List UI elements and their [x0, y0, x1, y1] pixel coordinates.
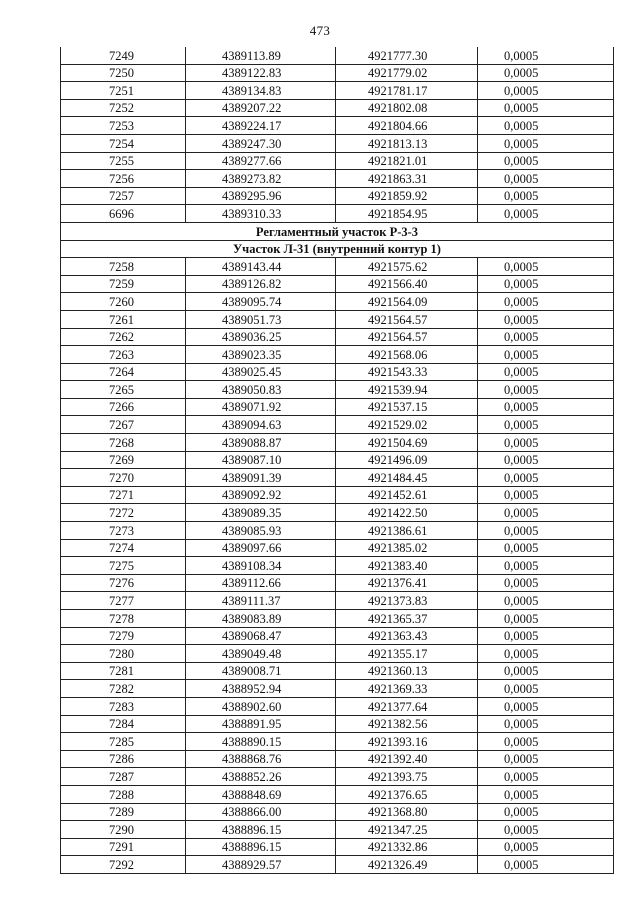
value-cell: 0,0005 — [478, 275, 614, 293]
y-coordinate-cell: 4921368.80 — [336, 803, 478, 821]
x-coordinate-cell: 4389091.39 — [186, 469, 336, 487]
x-coordinate-cell: 4389247.30 — [186, 134, 336, 152]
point-number-cell: 7292 — [61, 856, 186, 874]
y-coordinate-cell: 4921355.17 — [336, 645, 478, 663]
y-coordinate-cell: 4921543.33 — [336, 363, 478, 381]
value-cell: 0,0005 — [478, 398, 614, 416]
y-coordinate-cell: 4921377.64 — [336, 697, 478, 715]
point-number-cell: 7280 — [61, 645, 186, 663]
point-number-cell: 7285 — [61, 733, 186, 751]
value-cell: 0,0005 — [478, 134, 614, 152]
value-cell: 0,0005 — [478, 381, 614, 399]
y-coordinate-cell: 4921382.56 — [336, 715, 478, 733]
x-coordinate-cell: 4388868.76 — [186, 750, 336, 768]
value-cell: 0,0005 — [478, 574, 614, 592]
y-coordinate-cell: 4921392.40 — [336, 750, 478, 768]
value-cell: 0,0005 — [478, 416, 614, 434]
value-cell: 0,0005 — [478, 715, 614, 733]
coordinates-table-body — [61, 47, 614, 873]
subsection-heading: Участок Л-31 (внутренний контур 1) — [61, 240, 614, 258]
x-coordinate-cell: 4389095.74 — [186, 293, 336, 311]
x-coordinate-cell: 4388896.15 — [186, 821, 336, 839]
table-row — [61, 750, 614, 768]
y-coordinate-cell: 4921360.13 — [336, 662, 478, 680]
point-number-cell: 7288 — [61, 785, 186, 803]
table-row — [61, 275, 614, 293]
point-number-cell: 7277 — [61, 592, 186, 610]
table-row — [61, 117, 614, 135]
point-number-cell: 7251 — [61, 82, 186, 100]
table-row — [61, 205, 614, 223]
y-coordinate-cell: 4921376.65 — [336, 785, 478, 803]
value-cell: 0,0005 — [478, 293, 614, 311]
y-coordinate-cell: 4921484.45 — [336, 469, 478, 487]
x-coordinate-cell: 4389051.73 — [186, 310, 336, 328]
value-cell: 0,0005 — [478, 363, 614, 381]
point-number-cell: 7264 — [61, 363, 186, 381]
y-coordinate-cell: 4921422.50 — [336, 504, 478, 522]
coordinates-table — [60, 47, 614, 874]
value-cell: 0,0005 — [478, 170, 614, 188]
value-cell: 0,0005 — [478, 47, 614, 64]
point-number-cell: 7290 — [61, 821, 186, 839]
x-coordinate-cell: 4389122.83 — [186, 64, 336, 82]
table-row — [61, 64, 614, 82]
point-number-cell: 7284 — [61, 715, 186, 733]
value-cell: 0,0005 — [478, 187, 614, 205]
value-cell: 0,0005 — [478, 486, 614, 504]
page-number: 473 — [309, 23, 331, 38]
x-coordinate-cell: 4389068.47 — [186, 627, 336, 645]
value-cell: 0,0005 — [478, 838, 614, 856]
table-row — [61, 645, 614, 663]
point-number-cell: 7274 — [61, 539, 186, 557]
point-number-cell: 7250 — [61, 64, 186, 82]
table-row — [61, 310, 614, 328]
table-row — [61, 134, 614, 152]
y-coordinate-cell: 4921393.16 — [336, 733, 478, 751]
y-coordinate-cell: 4921529.02 — [336, 416, 478, 434]
point-number-cell: 7289 — [61, 803, 186, 821]
x-coordinate-cell: 4389207.22 — [186, 99, 336, 117]
value-cell: 0,0005 — [478, 680, 614, 698]
y-coordinate-cell: 4921539.94 — [336, 381, 478, 399]
x-coordinate-cell: 4389083.89 — [186, 610, 336, 628]
point-number-cell: 7253 — [61, 117, 186, 135]
value-cell: 0,0005 — [478, 592, 614, 610]
value-cell: 0,0005 — [478, 750, 614, 768]
value-cell: 0,0005 — [478, 99, 614, 117]
y-coordinate-cell: 4921564.57 — [336, 328, 478, 346]
table-row — [61, 152, 614, 170]
value-cell: 0,0005 — [478, 821, 614, 839]
x-coordinate-cell: 4388891.95 — [186, 715, 336, 733]
y-coordinate-cell: 4921779.02 — [336, 64, 478, 82]
table-row — [61, 82, 614, 100]
table-row — [61, 328, 614, 346]
table-row — [61, 539, 614, 557]
x-coordinate-cell: 4389050.83 — [186, 381, 336, 399]
table-row — [61, 434, 614, 452]
table-row — [61, 99, 614, 117]
x-coordinate-cell: 4389143.44 — [186, 258, 336, 276]
point-number-cell: 7268 — [61, 434, 186, 452]
table-row — [61, 803, 614, 821]
y-coordinate-cell: 4921365.37 — [336, 610, 478, 628]
y-coordinate-cell: 4921568.06 — [336, 346, 478, 364]
x-coordinate-cell: 4388866.00 — [186, 803, 336, 821]
x-coordinate-cell: 4389087.10 — [186, 451, 336, 469]
value-cell: 0,0005 — [478, 82, 614, 100]
value-cell: 0,0005 — [478, 697, 614, 715]
y-coordinate-cell: 4921564.57 — [336, 310, 478, 328]
point-number-cell: 7276 — [61, 574, 186, 592]
x-coordinate-cell: 4389273.82 — [186, 170, 336, 188]
table-row — [61, 504, 614, 522]
x-coordinate-cell: 4389111.37 — [186, 592, 336, 610]
point-number-cell: 7266 — [61, 398, 186, 416]
x-coordinate-cell: 4388952.94 — [186, 680, 336, 698]
table-row — [61, 680, 614, 698]
table-row — [61, 416, 614, 434]
table-row — [61, 592, 614, 610]
value-cell: 0,0005 — [478, 328, 614, 346]
point-number-cell: 7283 — [61, 697, 186, 715]
table-row — [61, 398, 614, 416]
x-coordinate-cell: 4389097.66 — [186, 539, 336, 557]
point-number-cell: 7260 — [61, 293, 186, 311]
table-row — [61, 293, 614, 311]
point-number-cell: 7259 — [61, 275, 186, 293]
coordinates-table-wrap — [60, 47, 613, 874]
y-coordinate-cell: 4921386.61 — [336, 522, 478, 540]
y-coordinate-cell: 4921452.61 — [336, 486, 478, 504]
x-coordinate-cell: 4388902.60 — [186, 697, 336, 715]
y-coordinate-cell: 4921537.15 — [336, 398, 478, 416]
y-coordinate-cell: 4921863.31 — [336, 170, 478, 188]
table-row — [61, 522, 614, 540]
value-cell: 0,0005 — [478, 117, 614, 135]
point-number-cell: 7286 — [61, 750, 186, 768]
value-cell: 0,0005 — [478, 856, 614, 874]
value-cell: 0,0005 — [478, 627, 614, 645]
y-coordinate-cell: 4921859.92 — [336, 187, 478, 205]
y-coordinate-cell: 4921496.09 — [336, 451, 478, 469]
x-coordinate-cell: 4389036.25 — [186, 328, 336, 346]
point-number-cell: 7270 — [61, 469, 186, 487]
point-number-cell: 7263 — [61, 346, 186, 364]
point-number-cell: 6696 — [61, 205, 186, 223]
point-number-cell: 7254 — [61, 134, 186, 152]
y-coordinate-cell: 4921777.30 — [336, 47, 478, 64]
x-coordinate-cell: 4389071.92 — [186, 398, 336, 416]
x-coordinate-cell: 4389092.92 — [186, 486, 336, 504]
section-heading-row — [61, 222, 614, 240]
y-coordinate-cell: 4921781.17 — [336, 82, 478, 100]
value-cell: 0,0005 — [478, 152, 614, 170]
table-row — [61, 715, 614, 733]
table-row — [61, 170, 614, 188]
table-row — [61, 768, 614, 786]
point-number-cell: 7269 — [61, 451, 186, 469]
x-coordinate-cell: 4389310.33 — [186, 205, 336, 223]
y-coordinate-cell: 4921813.13 — [336, 134, 478, 152]
table-row — [61, 469, 614, 487]
point-number-cell: 7252 — [61, 99, 186, 117]
table-row — [61, 346, 614, 364]
x-coordinate-cell: 4389113.89 — [186, 47, 336, 64]
value-cell: 0,0005 — [478, 504, 614, 522]
x-coordinate-cell: 4389295.96 — [186, 187, 336, 205]
y-coordinate-cell: 4921566.40 — [336, 275, 478, 293]
value-cell: 0,0005 — [478, 645, 614, 663]
point-number-cell: 7271 — [61, 486, 186, 504]
y-coordinate-cell: 4921575.62 — [336, 258, 478, 276]
y-coordinate-cell: 4921504.69 — [336, 434, 478, 452]
point-number-cell: 7281 — [61, 662, 186, 680]
point-number-cell: 7256 — [61, 170, 186, 188]
point-number-cell: 7291 — [61, 838, 186, 856]
x-coordinate-cell: 4389085.93 — [186, 522, 336, 540]
point-number-cell: 7275 — [61, 557, 186, 575]
table-row — [61, 627, 614, 645]
y-coordinate-cell: 4921385.02 — [336, 539, 478, 557]
value-cell: 0,0005 — [478, 64, 614, 82]
y-coordinate-cell: 4921363.43 — [336, 627, 478, 645]
y-coordinate-cell: 4921854.95 — [336, 205, 478, 223]
value-cell: 0,0005 — [478, 539, 614, 557]
value-cell: 0,0005 — [478, 346, 614, 364]
point-number-cell: 7258 — [61, 258, 186, 276]
table-row — [61, 838, 614, 856]
value-cell: 0,0005 — [478, 662, 614, 680]
x-coordinate-cell: 4388890.15 — [186, 733, 336, 751]
value-cell: 0,0005 — [478, 768, 614, 786]
table-row — [61, 574, 614, 592]
point-number-cell: 7262 — [61, 328, 186, 346]
x-coordinate-cell: 4389094.63 — [186, 416, 336, 434]
y-coordinate-cell: 4921369.33 — [336, 680, 478, 698]
x-coordinate-cell: 4388929.57 — [186, 856, 336, 874]
point-number-cell: 7255 — [61, 152, 186, 170]
point-number-cell: 7278 — [61, 610, 186, 628]
table-row — [61, 697, 614, 715]
x-coordinate-cell: 4389088.87 — [186, 434, 336, 452]
x-coordinate-cell: 4388852.26 — [186, 768, 336, 786]
point-number-cell: 7287 — [61, 768, 186, 786]
table-row — [61, 733, 614, 751]
value-cell: 0,0005 — [478, 205, 614, 223]
x-coordinate-cell: 4389126.82 — [186, 275, 336, 293]
table-row — [61, 363, 614, 381]
x-coordinate-cell: 4389089.35 — [186, 504, 336, 522]
table-row — [61, 451, 614, 469]
value-cell: 0,0005 — [478, 557, 614, 575]
y-coordinate-cell: 4921802.08 — [336, 99, 478, 117]
value-cell: 0,0005 — [478, 522, 614, 540]
y-coordinate-cell: 4921804.66 — [336, 117, 478, 135]
point-number-cell: 7273 — [61, 522, 186, 540]
value-cell: 0,0005 — [478, 610, 614, 628]
value-cell: 0,0005 — [478, 310, 614, 328]
x-coordinate-cell: 4389224.17 — [186, 117, 336, 135]
point-number-cell: 7282 — [61, 680, 186, 698]
value-cell: 0,0005 — [478, 451, 614, 469]
x-coordinate-cell: 4388896.15 — [186, 838, 336, 856]
table-row — [61, 486, 614, 504]
table-row — [61, 785, 614, 803]
x-coordinate-cell: 4388848.69 — [186, 785, 336, 803]
table-row — [61, 258, 614, 276]
subsection-heading-row — [61, 240, 614, 258]
point-number-cell: 7267 — [61, 416, 186, 434]
y-coordinate-cell: 4921332.86 — [336, 838, 478, 856]
x-coordinate-cell: 4389277.66 — [186, 152, 336, 170]
table-row — [61, 856, 614, 874]
y-coordinate-cell: 4921376.41 — [336, 574, 478, 592]
y-coordinate-cell: 4921821.01 — [336, 152, 478, 170]
x-coordinate-cell: 4389049.48 — [186, 645, 336, 663]
point-number-cell: 7279 — [61, 627, 186, 645]
point-number-cell: 7261 — [61, 310, 186, 328]
value-cell: 0,0005 — [478, 785, 614, 803]
x-coordinate-cell: 4389025.45 — [186, 363, 336, 381]
table-row — [61, 662, 614, 680]
table-row — [61, 610, 614, 628]
point-number-cell: 7265 — [61, 381, 186, 399]
point-number-cell: 7257 — [61, 187, 186, 205]
table-row — [61, 187, 614, 205]
value-cell: 0,0005 — [478, 469, 614, 487]
value-cell: 0,0005 — [478, 803, 614, 821]
table-row — [61, 381, 614, 399]
table-row — [61, 821, 614, 839]
y-coordinate-cell: 4921383.40 — [336, 557, 478, 575]
x-coordinate-cell: 4389108.34 — [186, 557, 336, 575]
value-cell: 0,0005 — [478, 733, 614, 751]
x-coordinate-cell: 4389112.66 — [186, 574, 336, 592]
y-coordinate-cell: 4921564.09 — [336, 293, 478, 311]
y-coordinate-cell: 4921326.49 — [336, 856, 478, 874]
x-coordinate-cell: 4389008.71 — [186, 662, 336, 680]
y-coordinate-cell: 4921347.25 — [336, 821, 478, 839]
table-row — [61, 557, 614, 575]
value-cell: 0,0005 — [478, 434, 614, 452]
y-coordinate-cell: 4921373.83 — [336, 592, 478, 610]
x-coordinate-cell: 4389134.83 — [186, 82, 336, 100]
point-number-cell: 7272 — [61, 504, 186, 522]
table-row — [61, 47, 614, 64]
point-number-cell: 7249 — [61, 47, 186, 64]
y-coordinate-cell: 4921393.75 — [336, 768, 478, 786]
value-cell: 0,0005 — [478, 258, 614, 276]
x-coordinate-cell: 4389023.35 — [186, 346, 336, 364]
section-heading: Регламентный участок Р-3-3 — [61, 222, 614, 240]
